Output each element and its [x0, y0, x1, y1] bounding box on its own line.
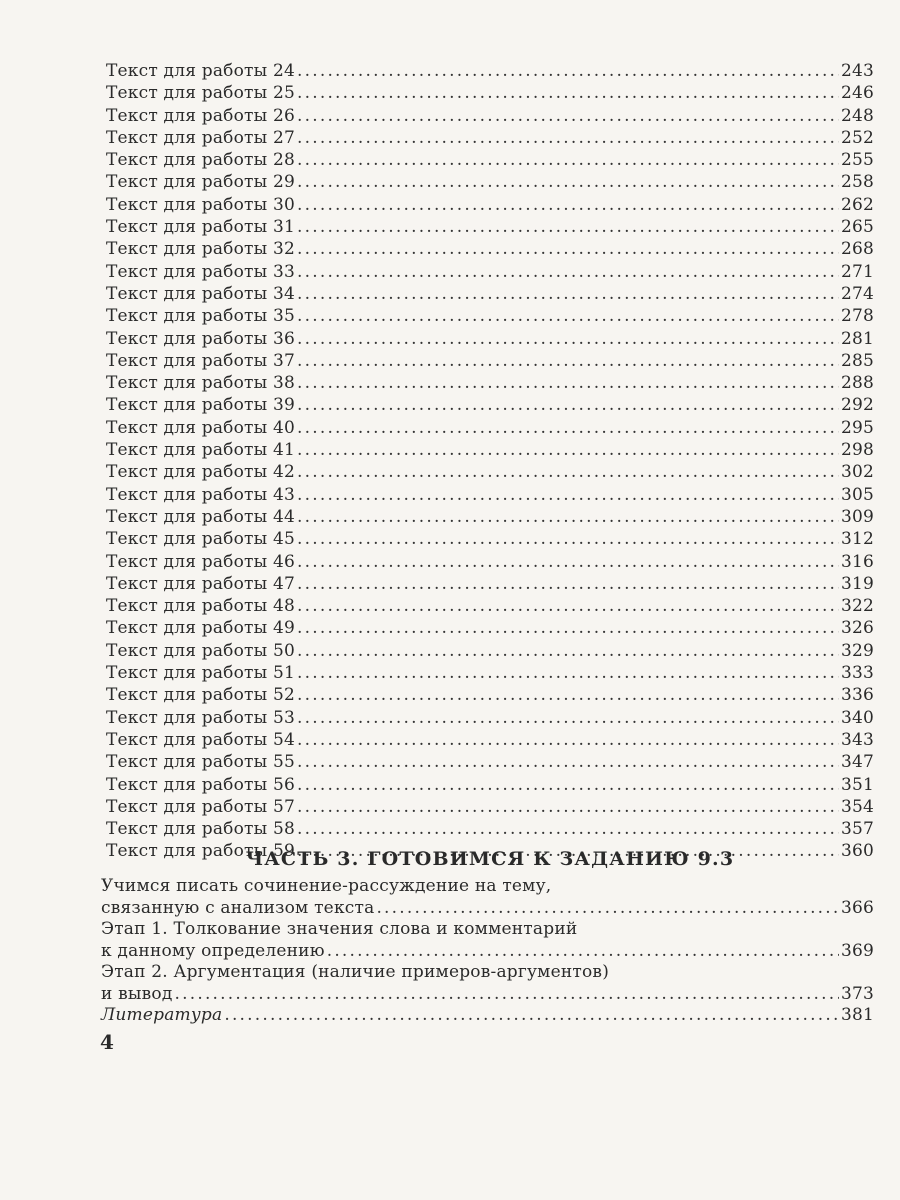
- toc-entry: [101, 941, 874, 963]
- toc-entry: [106, 216, 874, 238]
- toc-entry: [106, 528, 874, 550]
- page-number: 4: [100, 1030, 114, 1054]
- part-3-entries: [101, 876, 874, 1027]
- toc-entry-page: 265: [840, 217, 874, 238]
- toc-entry-page: 295: [840, 417, 874, 438]
- toc-entry-label: Текст для работы 33: [106, 261, 296, 282]
- dot-leader: [175, 984, 839, 1006]
- toc-entry-page: 243: [840, 61, 874, 81]
- toc-entry-page: 347: [840, 752, 874, 773]
- toc-entry: [106, 394, 874, 416]
- toc-entry-label: Литература: [101, 1005, 223, 1025]
- dot-leader: [297, 729, 839, 751]
- dot-leader: [297, 350, 839, 372]
- toc-entry-page: 333: [840, 663, 874, 684]
- dot-leader: [297, 707, 839, 729]
- dot-leader: [297, 82, 839, 104]
- toc-entry-page: 326: [840, 618, 874, 639]
- dot-leader: [297, 60, 839, 82]
- toc-entry-label: к данному определению: [101, 940, 325, 961]
- dot-leader: [297, 283, 839, 305]
- dot-leader: [297, 149, 839, 171]
- dot-leader: [297, 662, 839, 684]
- toc-entry-label: Текст для работы 41: [106, 440, 296, 461]
- toc-entry-page: 281: [840, 328, 874, 349]
- toc-entry-label: Текст для работы 32: [106, 239, 296, 260]
- toc-entry-page: 248: [840, 105, 874, 126]
- dot-leader: [297, 216, 839, 238]
- dot-leader: [297, 261, 839, 283]
- toc-entry-label: Текст для работы 36: [106, 328, 296, 349]
- toc-entry: [106, 573, 874, 595]
- toc-entry: [106, 328, 874, 350]
- toc-entry-page: 288: [840, 373, 874, 394]
- toc-entry: [106, 751, 874, 773]
- toc-entry-page: 366: [840, 897, 874, 918]
- toc-entry-page: 381: [840, 1005, 874, 1025]
- toc-entry-label: связанную с анализом текста: [101, 897, 375, 918]
- toc-entry: [106, 707, 874, 729]
- toc-entry: [106, 171, 874, 193]
- toc-entry-page: 271: [840, 261, 874, 282]
- toc-entry-page: 274: [840, 283, 874, 304]
- toc-entry: [106, 506, 874, 528]
- toc-entry: [106, 551, 874, 573]
- toc-entry-page: 302: [840, 462, 874, 483]
- toc-entry-page: 329: [840, 640, 874, 661]
- toc-entry-label: Текст для работы 35: [106, 306, 296, 327]
- toc-entry: [106, 417, 874, 439]
- toc-entry-label: Текст для работы 25: [106, 83, 296, 104]
- dot-leader: [297, 751, 839, 773]
- toc-entry: [101, 898, 874, 920]
- toc-entry-label: Текст для работы 46: [106, 551, 296, 572]
- toc-entry-line: Учимся писать сочинение-рассуждение на тему,: [101, 876, 552, 896]
- toc-entry-page: 369: [840, 940, 874, 961]
- toc-entry-page: 252: [840, 127, 874, 148]
- toc-entry-label: Текст для работы 24: [106, 61, 296, 81]
- dot-leader: [297, 796, 839, 818]
- toc-entry-page: 343: [840, 729, 874, 750]
- toc-entry-page: 354: [840, 796, 874, 817]
- toc-entry-page: 336: [840, 685, 874, 706]
- toc-entry-page: 319: [840, 573, 874, 594]
- dot-leader: [297, 328, 839, 350]
- dot-leader: [297, 417, 839, 439]
- toc-entry-page: 298: [840, 440, 874, 461]
- toc-entry-label: Текст для работы 54: [106, 729, 296, 750]
- toc-entry-label: Текст для работы 43: [106, 484, 296, 505]
- toc-entry-label: Текст для работы 59: [106, 841, 296, 862]
- toc-entry: [101, 1005, 874, 1027]
- toc-entry-label: Текст для работы 37: [106, 350, 296, 371]
- dot-leader: [297, 171, 839, 193]
- dot-leader: [297, 484, 839, 506]
- toc-entry-page: 312: [840, 529, 874, 550]
- toc-entry-label: Текст для работы 48: [106, 596, 296, 617]
- toc-entry-page: 360: [840, 841, 874, 862]
- toc-entry-page: 255: [840, 150, 874, 171]
- toc-entry: [106, 60, 874, 82]
- toc-entry: [106, 684, 874, 706]
- toc-entry: [106, 238, 874, 260]
- dot-leader: [297, 617, 839, 639]
- toc-entry-page: 258: [840, 172, 874, 193]
- toc-entry: [106, 372, 874, 394]
- dot-leader: [297, 105, 839, 127]
- toc-entry-page: 278: [840, 306, 874, 327]
- toc-entry-label: Текст для работы 50: [106, 640, 296, 661]
- toc-entry: [106, 595, 874, 617]
- dot-leader: [297, 127, 839, 149]
- toc-entry: [106, 305, 874, 327]
- toc-entry-label: Текст для работы 56: [106, 774, 296, 795]
- toc-entry: [106, 662, 874, 684]
- toc-entry-label: Текст для работы 39: [106, 395, 296, 416]
- toc-entry-page: 309: [840, 506, 874, 527]
- dot-leader: [297, 506, 839, 528]
- toc-entry-label: Текст для работы 26: [106, 105, 296, 126]
- toc-entry-label: Текст для работы 38: [106, 373, 296, 394]
- toc-entry-label: Текст для работы 31: [106, 217, 296, 238]
- toc-entry: [106, 82, 874, 104]
- toc-entry: [106, 617, 874, 639]
- dot-leader: [297, 439, 839, 461]
- toc-entry-page: 292: [840, 395, 874, 416]
- toc-entry-page: 351: [840, 774, 874, 795]
- toc-entry: [106, 261, 874, 283]
- toc-entry-label: Текст для работы 44: [106, 506, 296, 527]
- toc-entry-label: Текст для работы 40: [106, 417, 296, 438]
- dot-leader: [297, 194, 839, 216]
- toc-entry-line: Этап 2. Аргументация (наличие примеров-аргументов): [101, 962, 610, 982]
- toc-entry-label: Текст для работы 51: [106, 663, 296, 684]
- toc-entry: [106, 127, 874, 149]
- toc-entry-label: Текст для работы 45: [106, 529, 296, 550]
- dot-leader: [297, 818, 839, 840]
- dot-leader: [297, 238, 839, 260]
- toc-entry: [106, 729, 874, 751]
- toc-entry-page: 285: [840, 350, 874, 371]
- toc-entry-page: 262: [840, 194, 874, 215]
- toc-entry-page: 322: [840, 596, 874, 617]
- toc-entry-label: Текст для работы 27: [106, 127, 296, 148]
- toc-entry-page: 268: [840, 239, 874, 260]
- toc-entry: [106, 194, 874, 216]
- toc-entry-page: 246: [840, 83, 874, 104]
- toc-entry-page: 305: [840, 484, 874, 505]
- toc-entry: [106, 283, 874, 305]
- toc-entry: [106, 350, 874, 372]
- toc-entry: [106, 149, 874, 171]
- toc-entry: [101, 984, 874, 1006]
- toc-entry-label: Текст для работы 29: [106, 172, 296, 193]
- toc-entry-label: Текст для работы 52: [106, 685, 296, 706]
- toc-entry: [106, 484, 874, 506]
- toc-entry-label: Текст для работы 49: [106, 618, 296, 639]
- dot-leader: [297, 305, 839, 327]
- toc-entry: [106, 439, 874, 461]
- toc-entry-label: Текст для работы 53: [106, 707, 296, 728]
- toc-entry: [106, 796, 874, 818]
- dot-leader: [297, 394, 839, 416]
- dot-leader: [297, 372, 839, 394]
- toc-entry-label: Текст для работы 47: [106, 573, 296, 594]
- toc-entry-label: Текст для работы 30: [106, 194, 296, 215]
- toc-entry-page: 316: [840, 551, 874, 572]
- dot-leader: [327, 941, 839, 963]
- dot-leader: [224, 1005, 839, 1027]
- toc-entry-line: Этап 1. Толкование значения слова и комментарий: [101, 919, 578, 939]
- toc-entry: [106, 105, 874, 127]
- toc-entry-label: Текст для работы 55: [106, 752, 296, 773]
- dot-leader: [297, 640, 839, 662]
- dot-leader: [297, 528, 839, 550]
- toc-entry-label: Текст для работы 42: [106, 462, 296, 483]
- toc-entry-label: Текст для работы 28: [106, 150, 296, 171]
- table-of-contents: [106, 60, 874, 863]
- dot-leader: [297, 774, 839, 796]
- toc-entry-label: Текст для работы 58: [106, 819, 296, 840]
- dot-leader: [297, 595, 839, 617]
- dot-leader: [297, 551, 839, 573]
- dot-leader: [297, 573, 839, 595]
- part-3-heading: ЧАСТЬ 3. ГОТОВИМСЯ К ЗАДАНИЮ 9.3: [245, 848, 735, 870]
- toc-entry: [106, 461, 874, 483]
- toc-entry-label: Текст для работы 34: [106, 283, 296, 304]
- toc-entry: [106, 818, 874, 840]
- dot-leader: [297, 461, 839, 483]
- dot-leader: [376, 898, 839, 920]
- toc-entry-page: 373: [840, 983, 874, 1004]
- toc-entry: [106, 640, 874, 662]
- toc-entry-label: Текст для работы 57: [106, 796, 296, 817]
- toc-entry: [106, 774, 874, 796]
- toc-entry-page: 340: [840, 707, 874, 728]
- toc-entry-page: 357: [840, 819, 874, 840]
- dot-leader: [297, 684, 839, 706]
- toc-entry-label: и вывод: [101, 983, 173, 1004]
